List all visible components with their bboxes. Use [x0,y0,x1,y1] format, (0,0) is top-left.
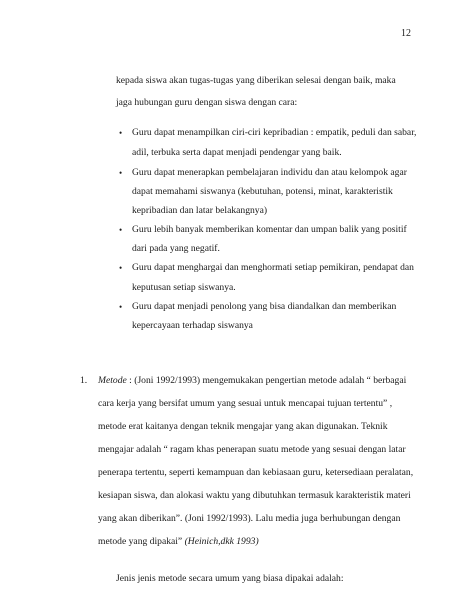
bullet-3-line-2: dari pada yang negatif. [132,243,220,254]
metode-citation: (Heinich,dkk 1993) [184,536,259,547]
bullet-5-line-1: Guru dapat menjadi penolong yang bisa diandalkan dan memberikan [132,301,397,312]
metode-line-6: kesiapan siswa, dan alokasi waktu yang dibutuhkan termasuk karakteristik materi [98,490,411,501]
metode-line-7: yang akan diberikan”. (Joni 1992/1993). Lalu media juga berhubungan dengan [98,513,401,524]
page-number: 12 [401,28,411,39]
jenis-metode-line: Jenis jenis metode secara umum yang biasa dipakai adalah: [116,573,344,584]
metode-line-5: penerapa tertentu, seperti kemampuan dan kebiasaan guru, ketersediaan peralatan, [98,467,414,478]
intro-line-1: kepada siswa akan tugas-tugas yang diberikan selesai dengan baik, maka [116,75,396,86]
bullet-1-line-2: adil, terbuka serta dapat menjadi pendengar yang baik. [132,147,342,158]
metode-line-8 [98,536,259,548]
metode-line-2: cara kerja yang bersifat umum yang sesuai untuk mencapai tujuan tertentu” , [98,398,393,409]
bullet-2-line-1: Guru dapat menerapkan pembelajaran individu dan atau kelompok agar [132,167,407,178]
bullet-3-line-1: Guru lebih banyak memberikan komentar dan umpan balik yang positif [132,224,407,235]
bullet-2-line-2: dapat memahami siswanya (kebutuhan, potensi, minat, karakteristik [132,186,393,197]
metode-line-4: mengajar adalah “ ragam khas penerapan suatu metode yang sesuai dengan latar [98,444,406,455]
metode-last-line-text: metode yang dipakai” [98,536,185,547]
metode-term: Metode [98,375,127,386]
metode-number: 1. [80,375,88,386]
bullet-1-line-1: Guru dapat menampilkan ciri-ciri kepribadian : empatik, peduli dan sabar, [132,127,417,138]
bullet-2-line-3: kepribadian dan latar belakangnya) [132,205,268,216]
bullet-marker: • [119,225,123,235]
bullet-marker: • [119,128,123,138]
bullet-4-line-2: keputusan setiap siswanya. [132,282,236,293]
bullet-4-line-1: Guru dapat menghargai dan menghormati setiap pemikiran, pendapat dan [132,262,414,273]
bullet-5-line-2: kepercayaan terhadap siswanya [132,320,253,331]
intro-line-2: jaga hubungan guru dengan siswa dengan cara: [116,97,298,108]
bullet-marker: • [119,263,123,273]
metode-line-3: metode erat kaitanya dengan teknik mengajar yang akan digunakan. Teknik [98,421,388,432]
metode-line-1 [98,375,406,387]
metode-line-1-text: : (Joni 1992/1993) mengemukakan pengertian metode adalah “ berbagai [126,375,407,386]
bullet-marker: • [119,302,123,312]
bullet-marker: • [119,168,123,178]
